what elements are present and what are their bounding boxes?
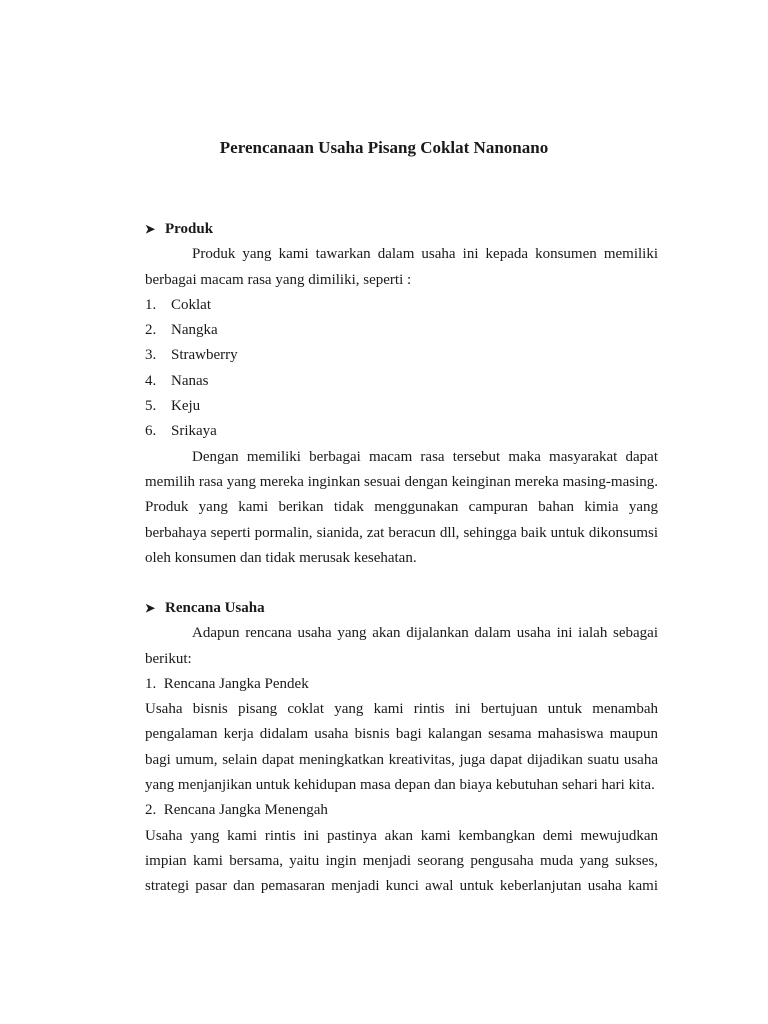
section-rencana-usaha [145, 596, 658, 900]
section-heading-produk [145, 217, 658, 242]
list-item-number: 4. [145, 372, 157, 389]
list-item-label: Nanas [171, 372, 209, 389]
flavor-list [145, 293, 658, 445]
list-item-label: Keju [171, 398, 201, 415]
list-item-number: 5. [145, 398, 157, 415]
list-item-label: Strawberry [171, 347, 238, 364]
list-item-number: 6. [145, 423, 157, 440]
list-item-label: Nangka [171, 322, 218, 339]
produk-paragraph: Dengan memiliki berbagai macam rasa tersebut maka masyarakat dapat memilih rasa yang mereka inginkan sesuai dengan keinginan mereka masing-masing. Produk yang kami berikan tidak menggunakan campuran bahan kimia yang berbahaya seperti pormalin, sianida, zat beracun dll, sehingga baik untuk dikonsumsi oleh konsumen dan tidak merusak kesehatan. [145, 448, 658, 566]
arrow-bullet-icon: ➤ [145, 222, 156, 236]
list-item-label: Coklat [171, 296, 211, 313]
list-item-number: 1. [145, 296, 157, 313]
section-heading-label: Rencana Usaha [165, 600, 265, 616]
list-item [145, 369, 658, 394]
list-item-number: 3. [145, 347, 157, 364]
list-item [145, 343, 658, 368]
list-item [145, 394, 658, 419]
jangka-pendek-paragraph: Usaha bisnis pisang coklat yang kami rintis ini bertujuan untuk menambah pengalaman kerja didalam usaha bisnis bagi kalangan sesama mahasiswa maupun bagi umum, selain dapat meningkatkan kreativitas, juga dapat dijadikan suatu usaha yang menjanjikan untuk kehidupan masa depan dan biaya kebutuhan sehari hari kita. [145, 701, 658, 794]
rencana-intro: Adapun rencana usaha yang akan dijalankan dalam usaha ini ialah sebagai berikut: [145, 625, 658, 667]
list-item [145, 293, 658, 318]
subheading-jangka-pendek: 1. Rencana Jangka Pendek [145, 675, 309, 692]
list-item [145, 419, 658, 444]
produk-intro: Produk yang kami tawarkan dalam usaha ini kepada konsumen memiliki berbagai macam rasa yang dimiliki, seperti : [145, 246, 658, 288]
jangka-menengah-paragraph: Usaha yang kami rintis ini pastinya akan kami kembangkan demi mewujudkan impian kami bersama, yaitu ingin menjadi seorang pengusaha muda yang sukses, strategi pasar dan pemasaran menjadi kunci awal untuk keberlanjutan usaha kami [145, 827, 658, 895]
list-item-number: 2. [145, 322, 157, 339]
arrow-bullet-icon: ➤ [145, 601, 156, 615]
list-item-label: Srikaya [171, 423, 217, 440]
list-item [145, 318, 658, 343]
section-heading-rencana [145, 596, 658, 621]
page-title: Perencanaan Usaha Pisang Coklat Nanonano [219, 138, 549, 157]
section-heading-label: Produk [165, 221, 214, 237]
section-produk [145, 217, 658, 571]
subheading-jangka-menengah: 2. Rencana Jangka Menengah [145, 802, 328, 819]
